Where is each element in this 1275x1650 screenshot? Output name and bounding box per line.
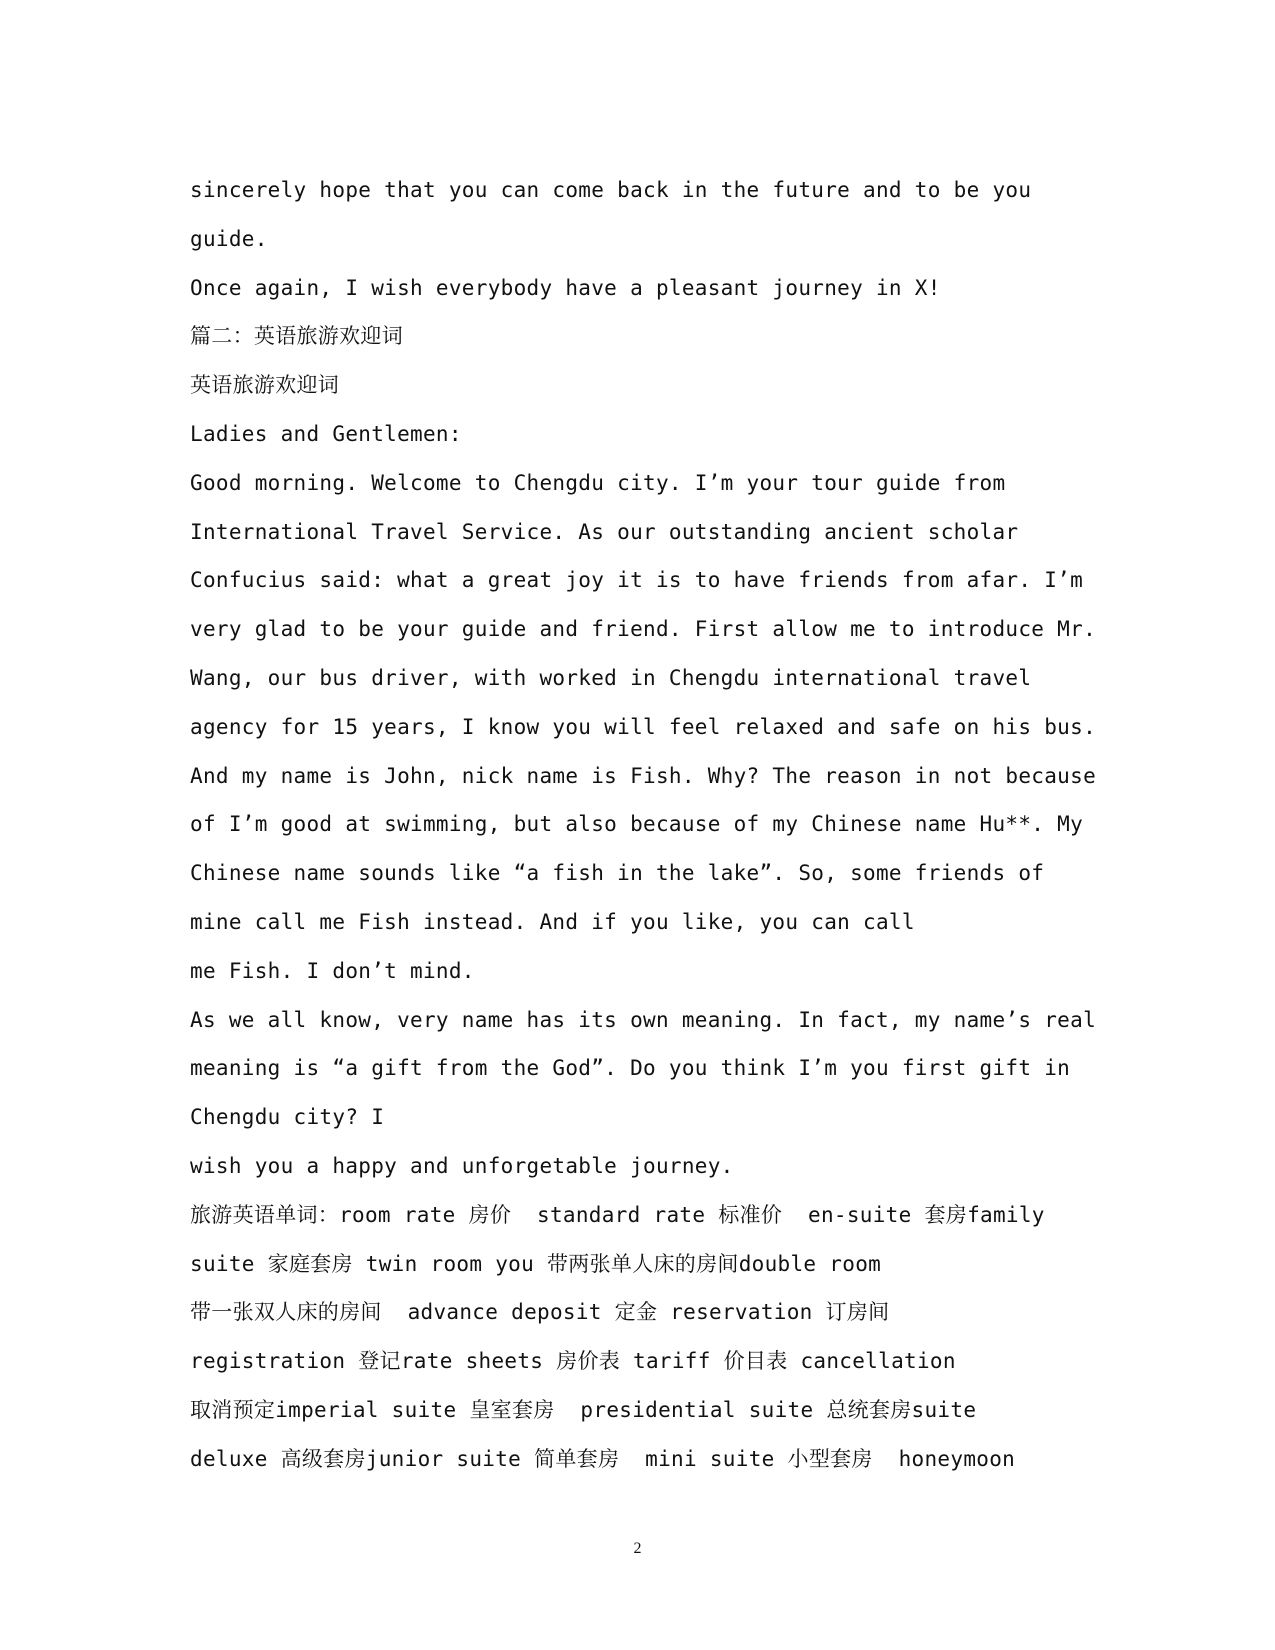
text-line: sincerely hope that you can come back in the future and to be you [190,178,1032,202]
vocabulary-line: 取消预定imperial suite 皇室套房 presidential suite 总统套房suite [190,1397,977,1422]
vocabulary-line: 旅游英语单词：room rate 房价 standard rate 标准价 en-suite 套房family [190,1202,1045,1227]
text-line: Chengdu city? I [190,1105,385,1130]
document-body [190,166,1097,1484]
text-line: me Fish. I don’t mind. [190,958,475,983]
text-line: As we all know, very name has its own meaning. In fact, my name’s real [190,1007,1097,1032]
text-line: Wang, our bus driver, with worked in Chengdu international travel [190,665,1032,690]
vocabulary-line: suite 家庭套房 twin room you 带两张单人床的房间double room [190,1251,882,1276]
text-line: Chinese name sounds like “a fish in the lake”. So, some friends of [190,861,1045,886]
text-line: agency for 15 years, I know you will feel relaxed and safe on his bus. [190,714,1097,739]
text-line: Good morning. Welcome to Chengdu city. I’m your tour guide from [190,470,1006,495]
vocabulary-line: registration 登记rate sheets 房价表 tariff 价目表 cancellation [190,1349,956,1374]
text-line: very glad to be your guide and friend. First allow me to introduce Mr. [190,617,1097,642]
section-heading: 篇二：英语旅游欢迎词 [190,324,403,349]
text-line: Once again, I wish everybody have a pleasant journey in X! [190,275,941,300]
page-number: 2 [633,1540,642,1557]
text-line: of I’m good at swimming, but also because of my Chinese name Hu**. My [190,812,1084,837]
text-line: Confucius said: what a great joy it is to have friends from afar. I’m [190,568,1084,593]
text-line: mine call me Fish instead. And if you like, you can call [190,909,915,934]
text-line: meaning is “a gift from the God”. Do you think I’m you first gift in [190,1056,1071,1081]
text-line: wish you a happy and unforgetable journey. [190,1153,734,1178]
vocabulary-line: 带一张双人床的房间 advance deposit 定金 reservation 订房间 [190,1300,890,1325]
section-title: 英语旅游欢迎词 [190,373,340,398]
vocabulary-line: deluxe 高级套房junior suite 简单套房 mini suite 小型套房 honeymoon [190,1446,1016,1471]
text-line: International Travel Service. As our outstanding ancient scholar [190,519,1019,544]
text-line: And my name is John, nick name is Fish. Why? The reason in not because [190,763,1097,788]
text-line: guide. [190,226,268,251]
salutation: Ladies and Gentlemen: [190,421,462,446]
